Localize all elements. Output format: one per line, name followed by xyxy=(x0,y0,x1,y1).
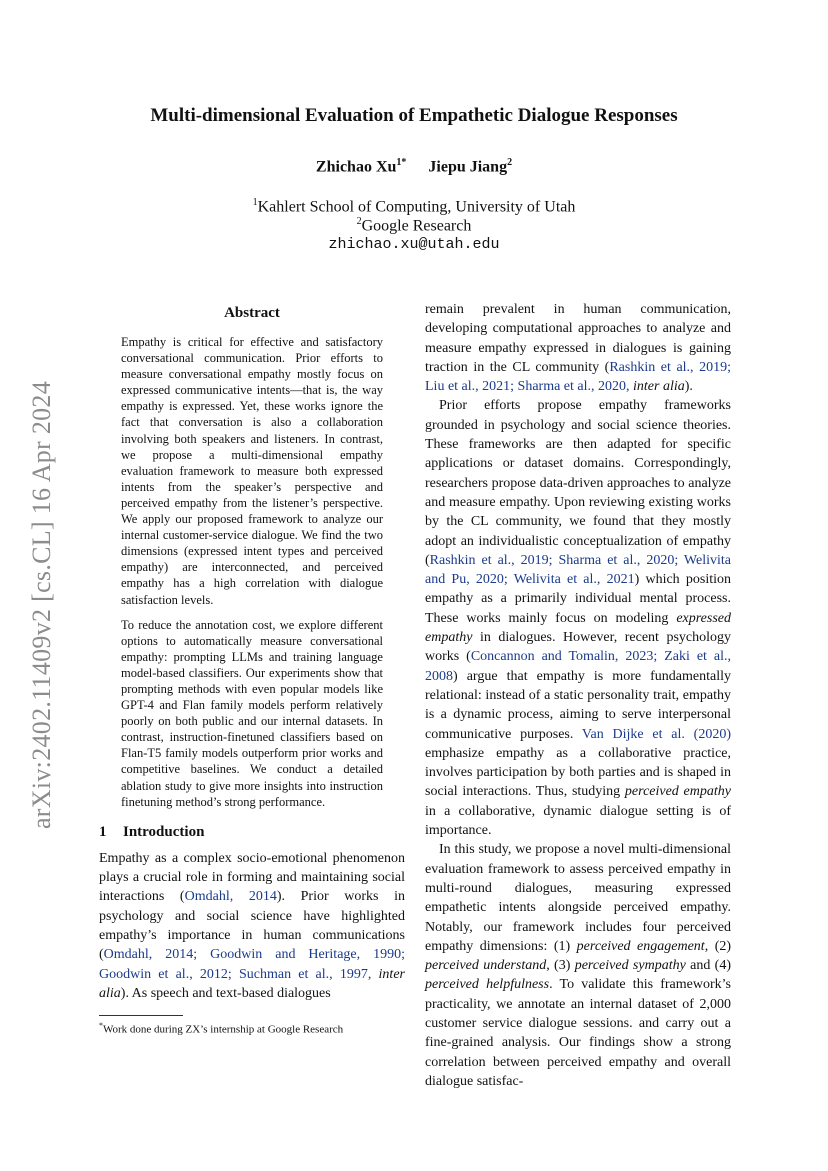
arxiv-identifier-text: arXiv:2402.11409v2 [cs.CL] 16 Apr 2024 xyxy=(27,380,56,830)
citation-link[interactable]: Rashkin et al., 2019; Sharma et al., 2020; Welivita and Pu, 2020; Welivita et al., 2021 xyxy=(425,552,731,588)
abstract-heading: Abstract xyxy=(224,305,280,321)
affiliation-line: $^2$Google Research xyxy=(356,216,472,235)
body-paragraph: Empathy as a complex socio-emotional phenomenon plays a crucial role in forming and maintaining social interactions (Omdahl, 2014). Prior works in psychology and social science have highlighted empathy’s importance in human communications (Omdahl, 2014; Goodwin and Heritage, 1990; Goodwin et al., 2012; Suchman et al., 1997, inter alia). As speech and text-based dialogues xyxy=(99,850,405,1001)
abstract-paragraph: Empathy is critical for effective and satisfactory conversational communication. Prior efforts to measure conversational empathy mostly focus on expressed communicative intents—that is, the way empathy is expressed. Yet, these works ignore the fact that conversation is also a collaboration involving both speakers and listeners. In contrast, we propose a multi-dimensional empathy evaluation framework to measure both expressed intents from the speaker’s perspective and perceived empathy from the listener’s perspective. We apply our proposed framework to analyze our internal customer-service dialogue. We find the two dimensions (expressed intent types and perceived empathy) are interconnected, and perceived empathy has a high correlation with dialogue satisfaction levels. xyxy=(121,335,383,607)
footnote-text: Work done during ZX’s internship at Google Research xyxy=(103,1023,344,1036)
footnote xyxy=(99,1019,405,1037)
body-paragraph: In this study, we propose a novel multi-dimensional evaluation framework to assess perceived empathy in multi-round dialogues, measuring expressed empathetic intents alongside perceived empathy. Notably, our framework includes four perceived empathy dimensions: (1) perceived engagement, (2) perceived understand, (3) perceived sympathy and (4) perceived helpfulness. To validate this framework’s practicality, we annotate an internal dataset of 2,000 customer service dialogue sessions. and carry out a fine-grained analysis. Our findings show a strong correlation between perceived empathy and overall dialogue satisfac- xyxy=(425,842,732,1089)
author-affiliation-mark: 1* xyxy=(396,157,407,168)
citation-link[interactable]: Rashkin et al., 2019; Liu et al., 2021; Sharma et al., 2020, xyxy=(425,359,731,395)
author-affiliation-mark: 2 xyxy=(507,157,513,168)
author-name: Jiepu Jiang xyxy=(428,158,508,176)
intro-text-right xyxy=(425,300,731,1091)
section-heading xyxy=(99,824,405,841)
abstract-paragraph: To reduce the annotation cost, we explore different options to automatically measure conversational empathy: prompting LLMs and training language model-based classifiers. Our experiments show that prompting methods with even popular models like GPT-4 and Flan family models perform relatively poorly on both public and our internal datasets. In contrast, instruction-finetuned classifiers based on Flan-T5 family models outperform prior works and competitive baselines. We conduct a detailed ablation study to give more insights into instruction finetuning method’s strong performance. xyxy=(121,617,383,809)
citation-link[interactable]: Van Dijke et al. (2020) xyxy=(581,726,731,742)
right-column xyxy=(425,300,731,1091)
section-title: Introduction xyxy=(123,823,205,840)
body-paragraph: remain prevalent in human communication, developing computational approaches to analyze and measure empathy expressed in dialogues is gaining traction in the CL community (Rashkin et al., 2019; Liu et al., 2021; Sharma et al., 2020, inter alia). xyxy=(425,302,731,395)
footnote-divider xyxy=(99,1015,183,1016)
body-paragraph: Prior efforts propose empathy frameworks grounded in psychology and social science theories. These frameworks are then adapted for specific applications or dataset domains. Correspondingly, researchers propose data-driven approaches to analyze and measure empathy. Upon reviewing existing works by the CL community, we found that they mostly adopt an individualistic conceptualization of empathy (Rashkin et al., 2019; Sharma et al., 2020; Welivita and Pu, 2020; Welivita et al., 2021) which position empathy as a primarily individual mental process. These works mainly focus on modeling expressed empathy in dialogues. However, recent psychology works (Concannon and Tomalin, 2023; Zaki et al., 2008) argue that empathy is more fundamentally relational: instead of a static personality trait, empathy is a dynamic process, aiming to serve interpersonal communicative purposes. Van Dijke et al. (2020) emphasize empathy as a collaborative practice, involves participation by both parties and is shaped in social interactions. Thus, studying perceived empathy in a collaborative, dynamic dialogue setting is of importance. xyxy=(425,398,731,839)
citation-link[interactable]: Concannon and Tomalin, 2023; Zaki et al., 2008 xyxy=(425,649,731,684)
author-email: zhichao.xu@utah.edu xyxy=(328,236,500,253)
left-column xyxy=(99,305,405,1037)
arxiv-identifier-stamp xyxy=(18,365,66,845)
author-line xyxy=(100,157,728,176)
intro-text-left xyxy=(99,849,405,1003)
citation-link[interactable]: Omdahl, 2014; Goodwin and Heritage, 1990; Goodwin et al., 2012; Suchman et al., 1997, xyxy=(99,947,405,982)
affiliation-line: $^1$Kahlert School of Computing, University of Utah xyxy=(252,197,576,216)
citation-link[interactable]: Omdahl, 2014 xyxy=(184,889,277,905)
author-name: Zhichao Xu xyxy=(315,158,397,176)
paper-title: Multi-dimensional Evaluation of Empathetic Dialogue Responses xyxy=(150,105,678,126)
abstract-body xyxy=(121,334,383,810)
section-number: 1 xyxy=(99,823,107,840)
footnote-mark: * xyxy=(99,1021,103,1031)
